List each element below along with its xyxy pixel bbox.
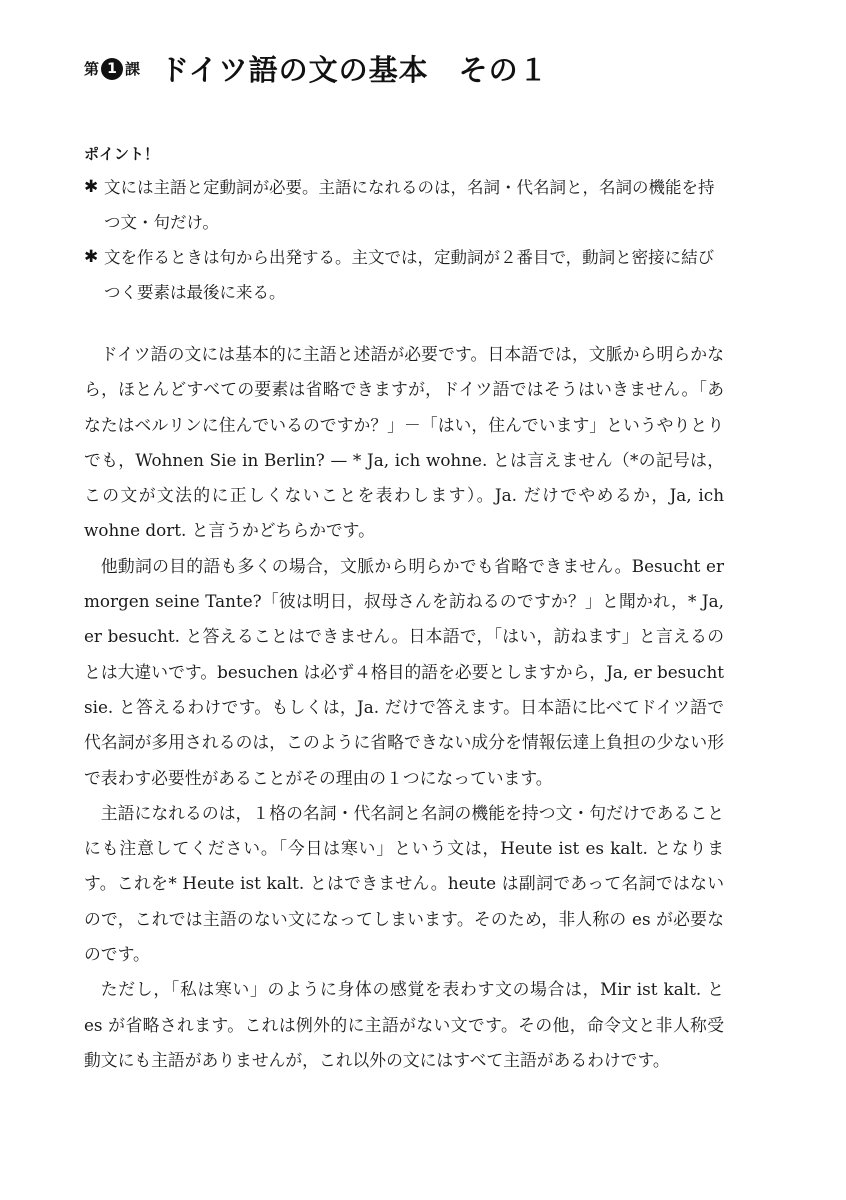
points-heading: ポイント！ (84, 145, 160, 163)
lesson-number-badge: 1 (101, 58, 123, 80)
lesson-label (84, 58, 140, 80)
point-text: 文を作るときは句から出発する。主文では，定動詞が２番目で，動詞と密接に結びつく要素は最後に来る。 (104, 248, 715, 302)
lesson-prefix: 第 (84, 60, 100, 78)
paragraph: ただし，「私は寒い」のように身体の感覚を表わす文の場合は，Mir ist kalt. と es が省略されます。これは例外的に主語がない文です。その他，命令文と非人称受動文にも主語がありませんが，これ以外の文にはすべて主語があるわけです。 (84, 979, 724, 1070)
point-text: 文には主語と定動詞が必要。主語になれるのは，名詞・代名詞と，名詞の機能を持つ文・句だけ。 (104, 178, 715, 232)
lesson-suffix: 課 (125, 60, 141, 78)
paragraph: ドイツ語の文には基本的に主語と述語が必要です。日本語では，文脈から明らかなら，ほとんどすべての要素は省略できますが，ドイツ語ではそうはいきません。「あなたはベルリンに住んでいるのですか？」－「はい，住んでいます」というやりとりでも，Wohnen Sie in Berlin? — * Ja, ich wohne. とは言えません（*の記号は，この文が文法的に正しくないことを表わします）。Ja. だけでやめるか，Ja, ich wohne dort. と言うかどちらかです。 (84, 344, 724, 541)
paragraph: 主語になれるのは，１格の名詞・代名詞と名詞の機能を持つ文・句だけであることにも注意してください。「今日は寒い」という文は，Heute ist es kalt. となります。これを* Heute ist kalt. とはできません。heute は副詞であって名詞ではないので，これでは主語のない文になってしまいます。そのため，非人称の es が必要なのです。 (84, 802, 724, 965)
paragraph: 他動詞の目的語も多くの場合，文脈から明らかでも省略できません。Besucht er morgen seine Tante?「彼は明日，叔母さんを訪ねるのですか？」と聞かれ，* Ja, er besucht. と答えることはできません。日本語で，「はい，訪ねます」と言えるのとは大違いです。besuchen は必ず４格目的語を必要としますから，Ja, er besucht sie. と答えるわけです。もしくは，Ja. だけで答えます。日本語に比べてドイツ語で代名詞が多用されるのは，このように省略できない成分を情報伝達上負担の少ない形で表わす必要性があることがその理由の１つになっています。 (84, 555, 724, 788)
body-text (84, 337, 724, 1078)
asterisk-bullet-icon: ✱ (84, 247, 99, 267)
points-box (84, 143, 724, 310)
page-header (84, 48, 549, 89)
point-item (84, 240, 724, 310)
page-title: ドイツ語の文の基本 その１ (160, 53, 549, 87)
asterisk-bullet-icon: ✱ (84, 177, 99, 197)
point-item (84, 170, 724, 240)
